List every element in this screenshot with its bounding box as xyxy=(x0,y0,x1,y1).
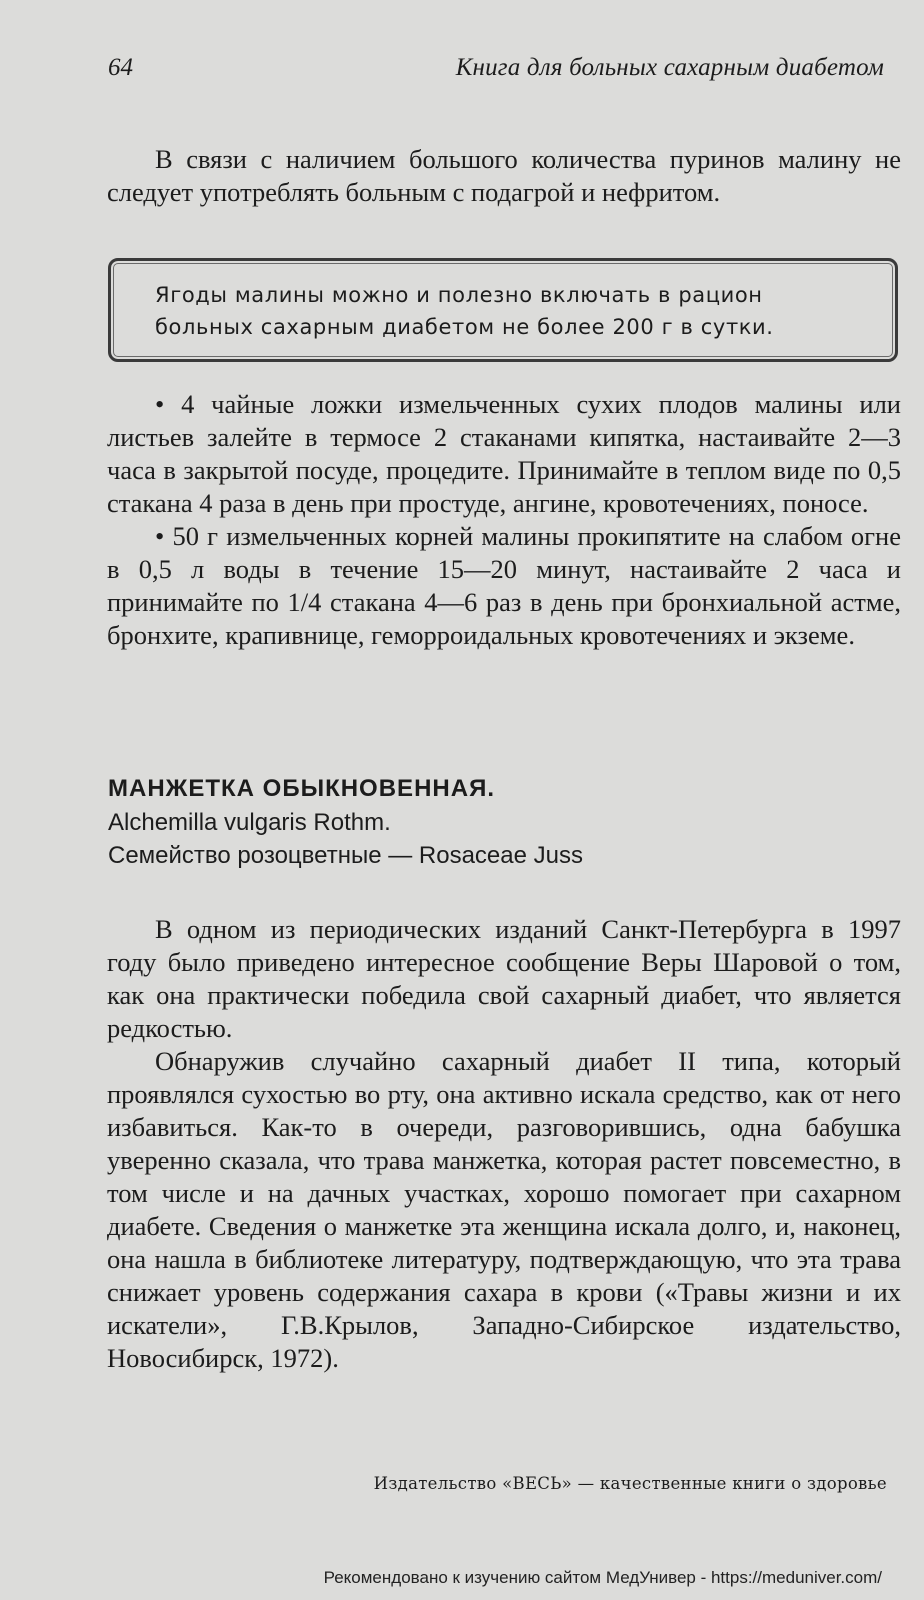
story-section xyxy=(107,913,901,1375)
recipes-section xyxy=(107,388,901,652)
recipe-paragraph: • 4 чайные ложки измельченных сухих плодов малины или листьев залейте в термосе 2 стаканами кипятка, настаивайте 2—3 часа в закрытой посуде, процедите. Принимайте в теплом виде по 0,5 стакана 4 раза в день при простуде, ангине, кровотечениях, поносе. xyxy=(107,389,901,518)
running-title: Книга для больных сахарным диабетом xyxy=(455,54,884,81)
recipe-paragraph: • 50 г измельченных корней малины прокипятите на слабом огне в 0,5 л воды в течение 15—20 минут, настаивайте 2 часа и принимайте по 1/4 стакана 4—6 раз в день при бронхиальной астме, бронхите, крапивнице, геморроидальных кровотечениях и экземе. xyxy=(107,521,901,650)
story-paragraph: Обнаружив случайно сахарный диабет II типа, который проявлялся сухостью во рту, она активно искала средство, как от него избавиться. Как-то в очереди, разговорившись, одна бабушка уверенно сказала, что трава манжетка, которая растет повсеместно, в том числе и на дачных участках, хорошо помогает при сахарном диабете. Сведения о манжетке эта женщина искала долго, и, наконец, она нашла в библиотеке литературу, подтверждающую, что эта трава снижает уровень содержания сахара в крови («Травы жизни и их искатели», Г.В.Крылов, Западно-Сибирское издательство, Новосибирск, 1972). xyxy=(107,1046,901,1373)
note-text xyxy=(155,279,855,343)
species-family: Семейство розоцветные — Rosaceae Juss xyxy=(108,842,583,869)
publisher-footer: Издательство «ВЕСЬ» — качественные книги о здоровье xyxy=(373,1474,887,1493)
note-box xyxy=(108,258,898,362)
intro-section xyxy=(107,143,901,209)
page-number: 64 xyxy=(108,54,133,81)
site-watermark: Рекомендовано к изучению сайтом МедУнивер - https://meduniver.com/ xyxy=(323,1568,882,1587)
species-latin-name: Alchemilla vulgaris Rothm. xyxy=(108,809,391,836)
note-line-2: больных сахарным диабетом не более 200 г в сутки. xyxy=(155,315,774,339)
intro-paragraph: В связи с наличием большого количества пуринов малину не следует употреблять больным с подагрой и нефритом. xyxy=(107,144,901,207)
note-line-1: Ягоды малины можно и полезно включать в рацион xyxy=(155,283,763,307)
species-title: МАНЖЕТКА ОБЫКНОВЕННАЯ. xyxy=(108,775,495,802)
species-heading xyxy=(108,772,898,872)
story-paragraph: В одном из периодических изданий Санкт-Петербурга в 1997 году было приведено интересное сообщение Веры Шаровой о том, как она практически победила свой сахарный диабет, что является редкостью. xyxy=(107,914,901,1043)
page-header xyxy=(108,54,884,94)
